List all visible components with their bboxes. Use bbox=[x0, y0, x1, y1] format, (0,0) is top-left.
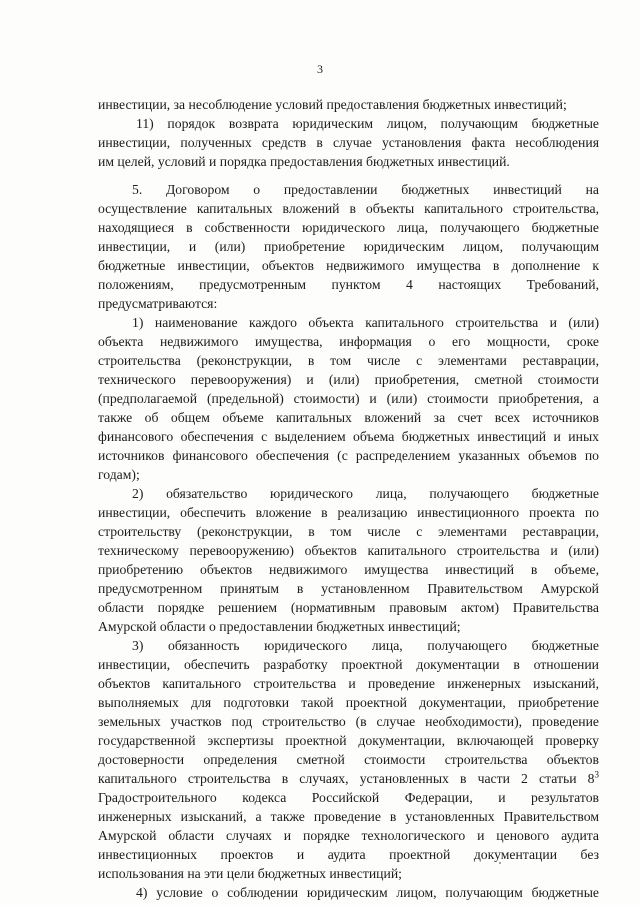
text-line: выполняемых для подготовки такой проектной документации, приобретение bbox=[98, 695, 599, 710]
text-line: государственной экспертизы проектной документации, включающей проверку bbox=[98, 733, 599, 748]
text-line: Амурской области о предоставлении бюджетных инвестиций; bbox=[98, 619, 461, 634]
text-line: инвестиции, обеспечить разработку проектной документации в отношении bbox=[98, 657, 599, 672]
text-line: достоверности определения сметной стоимости строительства объектов bbox=[98, 752, 599, 767]
text-line: строительства (реконструкции, в том числе с элементами реставрации, bbox=[98, 353, 599, 368]
text-line: (предполагаемой (предельной) стоимости) и (или) стоимости приобретения, а bbox=[98, 391, 599, 406]
text-line: инженерных изысканий, а также проведение в установленных Правительством bbox=[98, 809, 599, 824]
text-line: технического перевооружения) и (или) приобретения, сметной стоимости bbox=[98, 372, 599, 387]
text-line: инвестиции, за несоблюдение условий предоставления бюджетных инвестиций; bbox=[98, 97, 567, 112]
text-line: объекта недвижимого имущества, информация о его мощности, сроке bbox=[98, 334, 599, 349]
text-line: также об общем объеме капитальных вложений за счет всех источников bbox=[98, 410, 599, 425]
text-line: Градостроительного кодекса Российской Федерации, и результатов bbox=[98, 790, 599, 805]
text-line-body: капитального строительства в случаях, установленных в части 2 статьи 8 bbox=[98, 771, 595, 786]
text-line: инвестиции, и (или) приобретение юридическим лицом, получающим bbox=[98, 239, 599, 254]
text-line: объектов капитального строительства и проведение инженерных изысканий, bbox=[98, 676, 599, 691]
text-line: приобретению объектов недвижимого имущества инвестиций в объеме, bbox=[98, 562, 599, 577]
page-number: 3 bbox=[317, 62, 323, 76]
text-line: 1) наименование каждого объекта капитального строительства и (или) bbox=[132, 315, 599, 330]
text-line: им целей, условий и порядка предоставления бюджетных инвестиций. bbox=[98, 154, 510, 169]
text-line bbox=[98, 769, 599, 788]
text-line: предусмотренном принятым в установленном Правительством Амурской bbox=[98, 581, 599, 596]
text-line: 5. Договором о предоставлении бюджетных инвестиций на bbox=[132, 182, 599, 197]
text-line: финансового обеспечения с выделением объема бюджетных инвестиций и иных bbox=[98, 429, 599, 444]
text-line: бюджетные инвестиции, объектов недвижимого имущества в дополнение к bbox=[98, 258, 599, 273]
text-line: использования на эти цели бюджетных инвестиций; bbox=[98, 866, 402, 881]
text-line: техническому перевооружению) объектов капитального строительства и (или) bbox=[98, 543, 599, 558]
text-line: 11) порядок возврата юридическим лицом, получающим бюджетные bbox=[136, 116, 599, 131]
superscript: 3 bbox=[594, 769, 599, 780]
text-line: 4) условие о соблюдении юридическим лицом, получающим бюджетные bbox=[136, 885, 599, 900]
text-line: строительству (реконструкции, в том числе с элементами реставрации, bbox=[98, 524, 599, 539]
text-line: 3) обязанность юридического лица, получающего бюджетные bbox=[132, 638, 599, 653]
text-line: 2) обязательство юридического лица, получающего бюджетные bbox=[132, 486, 599, 501]
text-line: земельных участков под строительство (в случае необходимости), проведение bbox=[98, 714, 599, 729]
text-line: инвестиционных проектов и аудита проектной документации без bbox=[98, 847, 599, 862]
text-line: находящиеся в собственности юридического лица, получающего бюджетные bbox=[98, 220, 599, 235]
text-line: области порядке решением (нормативным правовым актом) Правительства bbox=[98, 600, 599, 615]
text-line: инвестиции, обеспечить вложение в реализацию инвестиционного проекта по bbox=[98, 505, 599, 520]
text-line: положениям, предусмотренным пунктом 4 настоящих Требований, bbox=[98, 277, 599, 292]
text-line: инвестиции, полученных средств в случае установления факта несоблюдения bbox=[98, 135, 599, 150]
text-line: годам); bbox=[98, 467, 140, 482]
text-line: Амурской области случаях и порядке технологического и ценового аудита bbox=[98, 828, 599, 843]
text-line: осуществление капитальных вложений в объекты капитального строительства, bbox=[98, 201, 599, 216]
scan-speck bbox=[499, 862, 501, 864]
text-line: источников финансового обеспечения (с распределением указанных объемов по bbox=[98, 448, 599, 463]
text-line: предусматриваются: bbox=[98, 296, 218, 311]
